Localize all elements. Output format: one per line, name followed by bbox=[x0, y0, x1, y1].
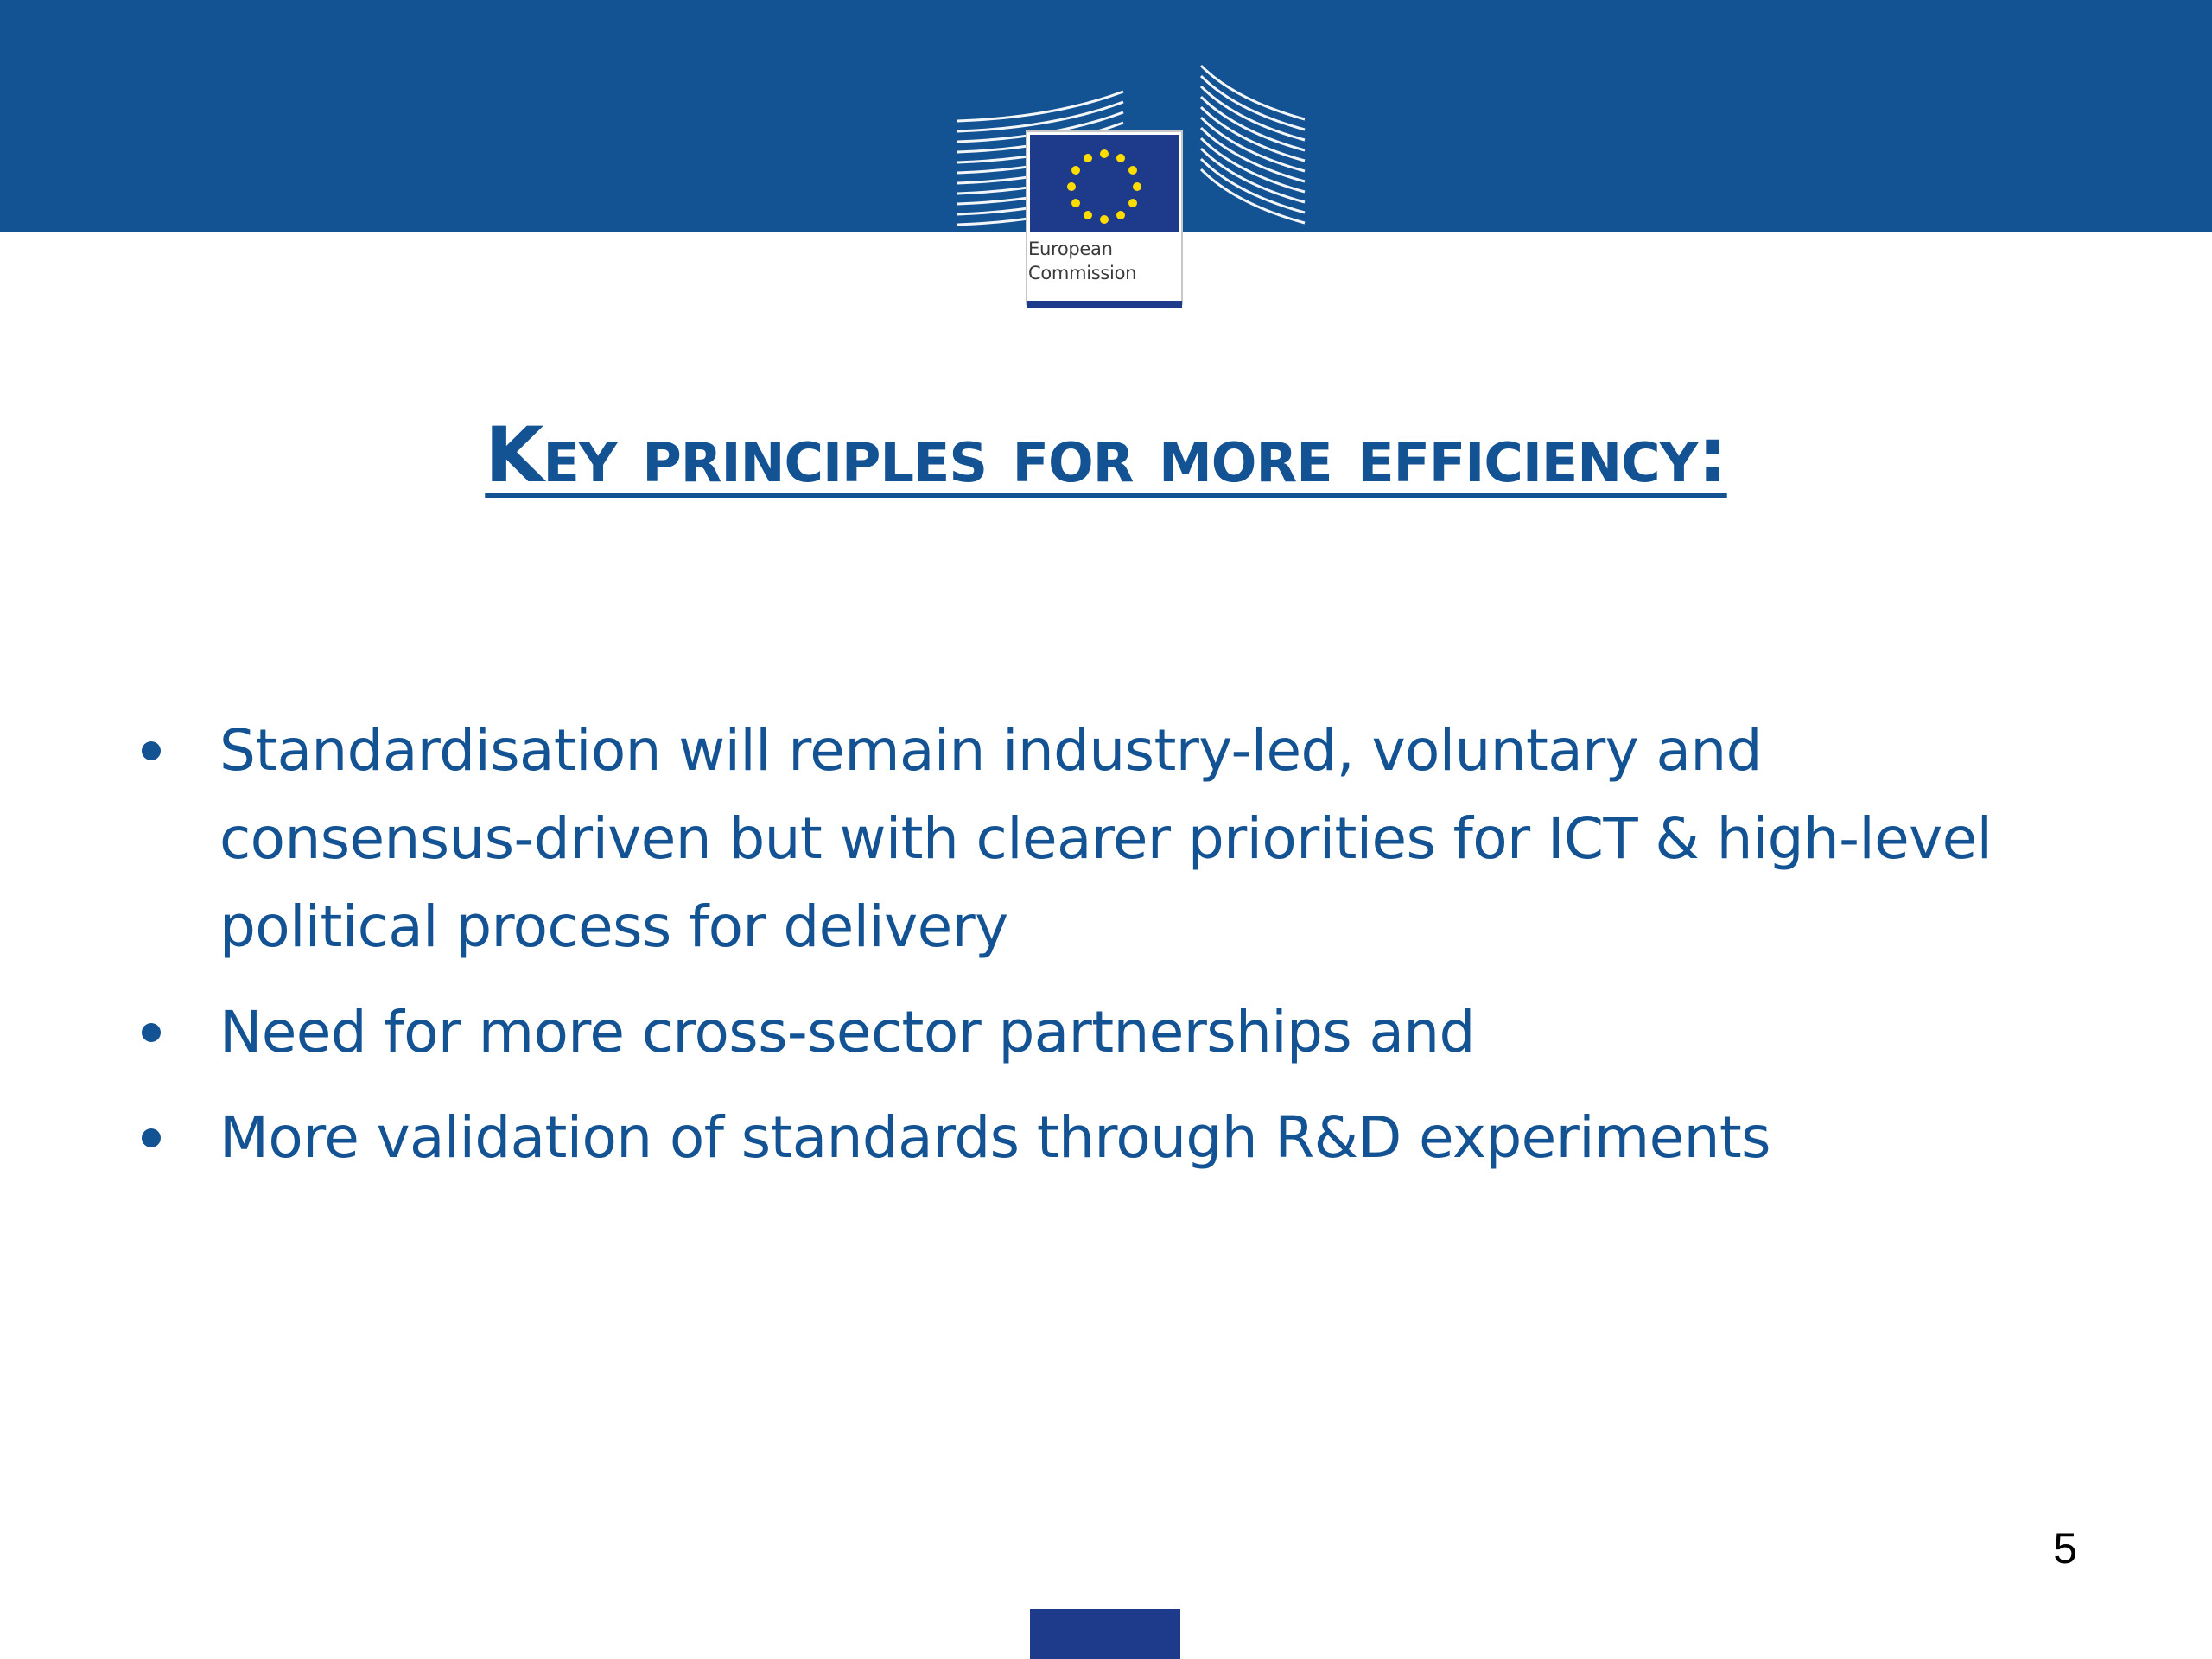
bullet-item bbox=[133, 1094, 2069, 1182]
bullet-text: More validation of standards through R&D experiments bbox=[219, 1104, 1770, 1171]
bullet-icon bbox=[142, 1128, 161, 1147]
page-number: 5 bbox=[2053, 1524, 2077, 1573]
slide-title: Key principles for more efficiency: bbox=[485, 410, 1727, 499]
bullet-list bbox=[133, 707, 2069, 1199]
bullet-item bbox=[133, 988, 2069, 1077]
bullet-icon bbox=[142, 1023, 161, 1042]
bullet-icon bbox=[142, 741, 161, 760]
footer-flag-tab bbox=[1030, 1609, 1180, 1659]
bullet-text: Standardisation will remain industry-led, voluntary and consensus-driven but with clearer priorities for ICT & high-level political process for delivery bbox=[219, 717, 1993, 960]
logo-label-line2: Commission bbox=[1028, 263, 1137, 283]
logo-label bbox=[1028, 237, 1175, 285]
logo-label-line1: European bbox=[1028, 238, 1113, 259]
bullet-text: Need for more cross-sector partnerships and bbox=[219, 999, 1475, 1065]
bullet-item bbox=[133, 707, 2069, 971]
